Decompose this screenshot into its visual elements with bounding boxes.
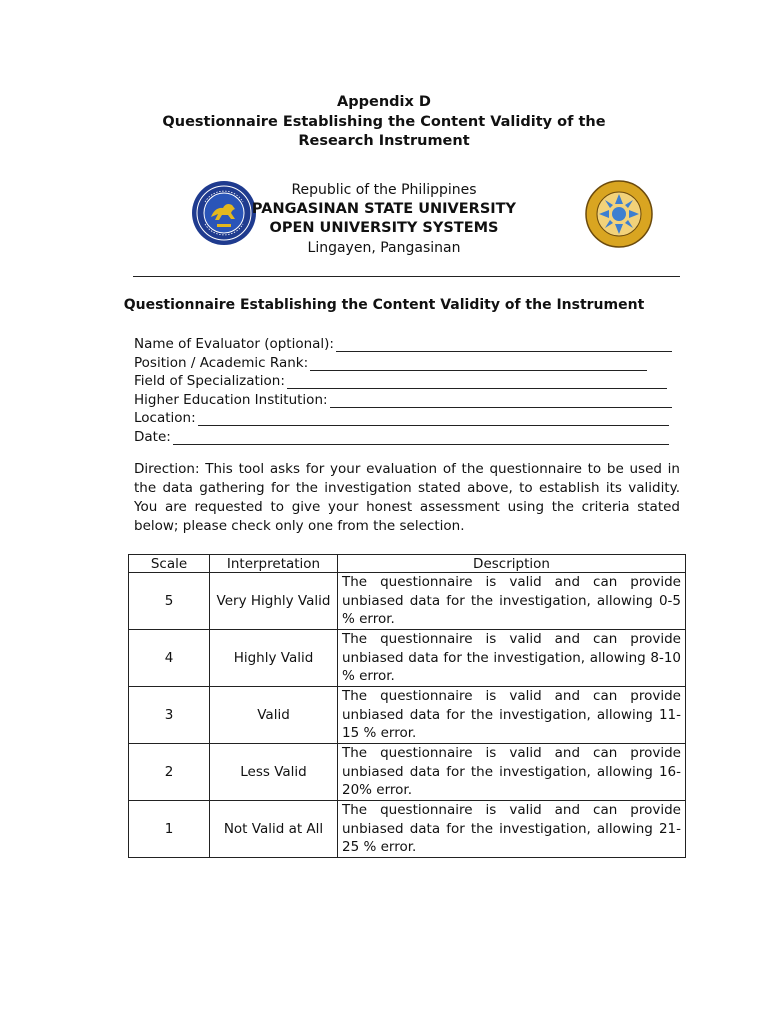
validity-scale-table (128, 554, 686, 858)
specialization-field[interactable] (134, 373, 667, 389)
field-label: Location: (134, 410, 196, 426)
position-rank-field[interactable] (134, 355, 647, 371)
interpretation-cell: Highly Valid (210, 630, 338, 687)
interpretation-cell: Very Highly Valid (210, 573, 338, 630)
form-title: Questionnaire Establishing the Content Validity of the Instrument (123, 297, 645, 313)
letterhead-location: Lingayen, Pangasinan (307, 240, 461, 256)
description-cell: The questionnaire is valid and can provide unbiased data for the investigation, allowing 16-20% error. (338, 744, 686, 801)
location-field[interactable] (134, 410, 669, 426)
scale-cell: 4 (129, 630, 210, 687)
field-label: Higher Education Institution: (134, 392, 328, 408)
ous-seal-icon (585, 180, 653, 248)
table-row[interactable] (129, 630, 686, 687)
letterhead-unit: OPEN UNIVERSITY SYSTEMS (269, 220, 499, 236)
institution-field[interactable] (134, 392, 672, 408)
table-row[interactable] (129, 801, 686, 858)
blank-line[interactable] (310, 357, 647, 371)
description-cell: The questionnaire is valid and can provide unbiased data for the investigation, allowing 8-10 % error. (338, 630, 686, 687)
interpretation-cell: Less Valid (210, 744, 338, 801)
field-label: Name of Evaluator (optional): (134, 336, 334, 352)
table-row[interactable] (129, 573, 686, 630)
direction-paragraph: Direction: This tool asks for your evaluation of the questionnaire to be used in the data gathering for the investigation stated above, to establish its validity. You are requested to give your honest assessment using the criteria stated below; please check only one from the selection. (134, 461, 680, 534)
date-field[interactable] (134, 429, 669, 445)
header-description: Description (338, 555, 686, 573)
letterhead-republic: Republic of the Philippines (291, 182, 477, 198)
field-label: Position / Academic Rank: (134, 355, 309, 371)
scale-cell: 5 (129, 573, 210, 630)
letterhead-university: PANGASINAN STATE UNIVERSITY (251, 201, 517, 217)
header-divider (133, 276, 680, 277)
header-scale: Scale (129, 555, 210, 573)
field-label: Field of Specialization: (134, 373, 285, 389)
table-row[interactable] (129, 687, 686, 744)
scale-cell: 1 (129, 801, 210, 858)
blank-line[interactable] (336, 338, 672, 352)
appendix-title: Questionnaire Establishing the Content Validity of the Research Instrument (162, 114, 606, 149)
interpretation-cell: Valid (210, 687, 338, 744)
header-interpretation: Interpretation (210, 555, 338, 573)
description-cell: The questionnaire is valid and can provide unbiased data for the investigation, allowing 0-5 % error. (338, 573, 686, 630)
scale-cell: 3 (129, 687, 210, 744)
interpretation-cell: Not Valid at All (210, 801, 338, 858)
appendix-label: Appendix D (337, 94, 431, 110)
evaluator-name-field[interactable] (134, 336, 672, 352)
table-row[interactable] (129, 744, 686, 801)
table-header-row (129, 555, 686, 573)
description-cell: The questionnaire is valid and can provide unbiased data for the investigation, allowing 21-25 % error. (338, 801, 686, 858)
scale-cell: 2 (129, 744, 210, 801)
description-cell: The questionnaire is valid and can provide unbiased data for the investigation, allowing 11-15 % error. (338, 687, 686, 744)
blank-line[interactable] (330, 394, 672, 408)
blank-line[interactable] (287, 375, 667, 389)
field-label: Date: (134, 429, 171, 445)
blank-line[interactable] (198, 412, 669, 426)
blank-line[interactable] (173, 431, 669, 445)
